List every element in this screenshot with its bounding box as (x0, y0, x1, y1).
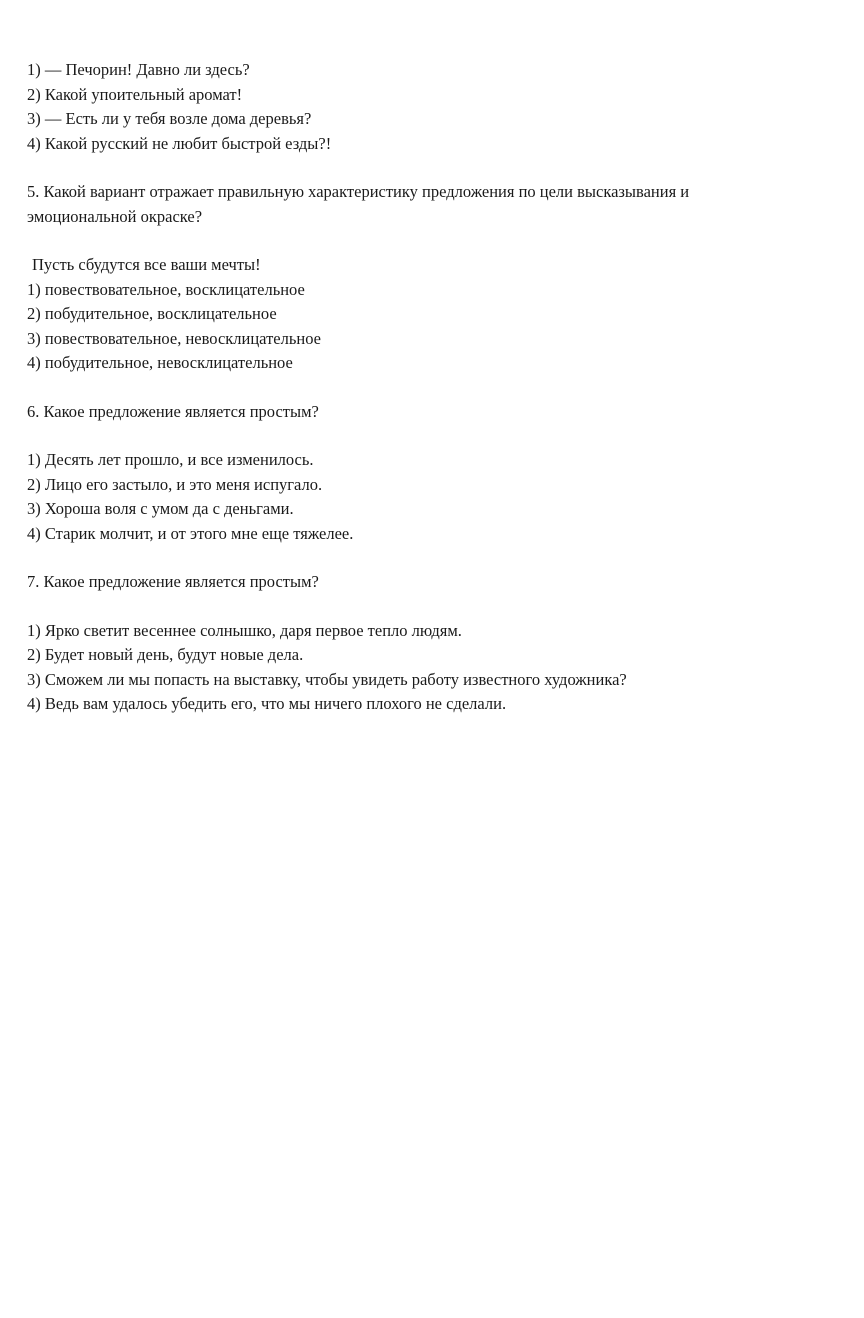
q4-options (27, 58, 847, 156)
q7-option-1: 1) Ярко светит весеннее солнышко, даря первое тепло людям. (27, 620, 462, 640)
q4-option-3: 3) — Есть ли у тебя возле дома деревья? (27, 109, 312, 128)
q6-option-1: 1) Десять лет прошло, и все изменилось. (27, 450, 314, 469)
document-text (27, 58, 847, 717)
spacer (27, 424, 847, 448)
q5-option-4: 4) побудительное, невосклицательное (27, 353, 293, 372)
q5-block (27, 180, 847, 376)
q6-option-4: 4) Старик молчит, и от этого мне еще тяжелее. (27, 523, 354, 543)
spacer (27, 156, 847, 180)
q6-block (27, 400, 847, 547)
spacer (27, 229, 847, 253)
q7-option-4: 4) Ведь вам удалось убедить его, что мы ничего плохого не сделали. (27, 694, 507, 713)
q4-option-1: 1) — Печорин! Давно ли здесь? (27, 60, 250, 79)
q5-sentence: Пусть сбудутся все ваши мечты! (32, 255, 261, 274)
q5-option-3: 3) повествовательное, невосклицательное (27, 328, 321, 348)
q5-option-2: 2) побудительное, восклицательное (27, 304, 277, 323)
q7-block (27, 570, 847, 717)
q4-option-4: 4) Какой русский не любит быстрой езды?! (27, 133, 332, 153)
spacer (27, 376, 847, 400)
q7-question: 7. Какое предложение является простым? (27, 572, 319, 591)
q5-question: 5. Какой вариант отражает правильную характеристику предложения по цели высказывания и эмоциональной окраске? (27, 182, 690, 226)
q6-option-3: 3) Хороша воля с умом да с деньгами. (27, 499, 294, 518)
q5-option-1: 1) повествовательное, восклицательное (27, 279, 305, 299)
q7-option-3: 3) Сможем ли мы попасть на выставку, чтобы увидеть работу известного художника? (27, 669, 627, 689)
q6-question: 6. Какое предложение является простым? (27, 401, 319, 421)
q6-option-2: 2) Лицо его застыло, и это меня испугало. (27, 474, 323, 494)
spacer (27, 595, 847, 619)
spacer (27, 546, 847, 570)
q7-option-2: 2) Будет новый день, будут новые дела. (27, 645, 304, 664)
q4-option-2: 2) Какой упоительный аромат! (27, 84, 243, 104)
